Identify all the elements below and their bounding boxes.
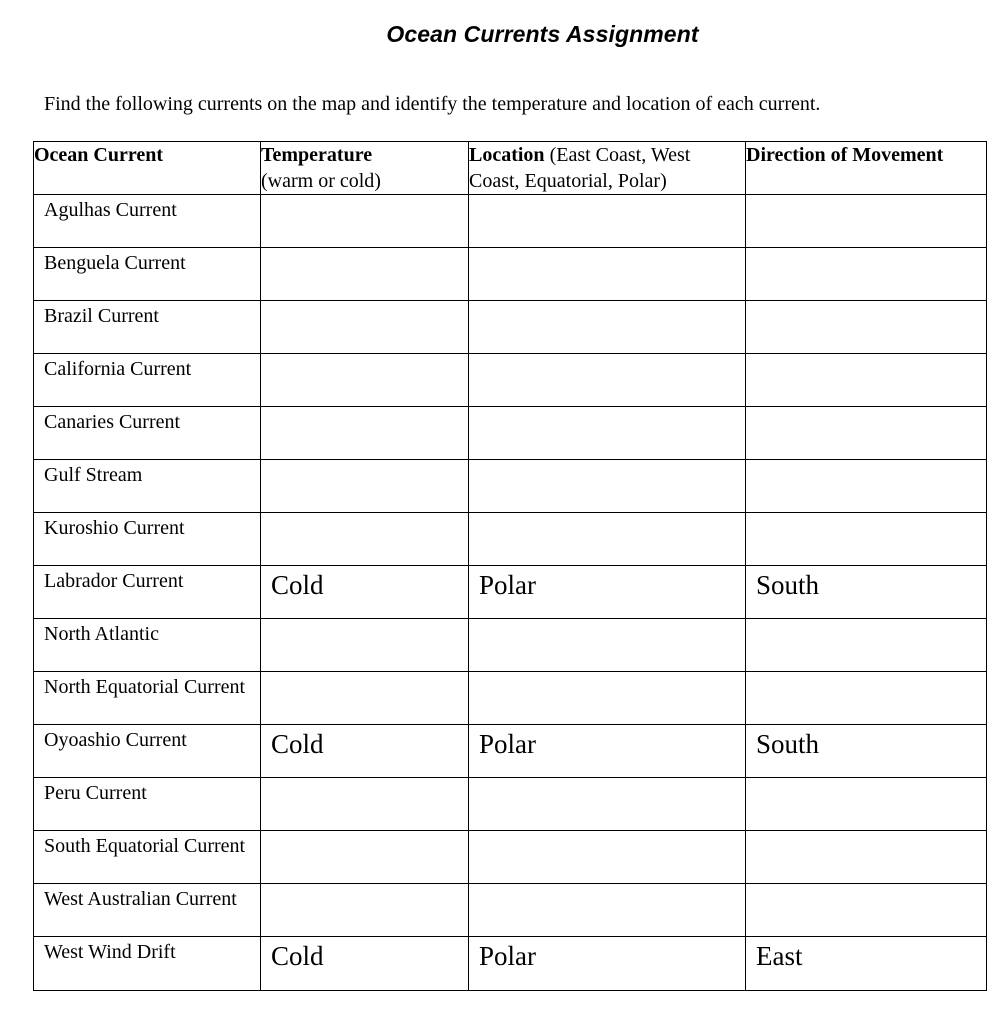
location-cell[interactable] <box>469 672 746 725</box>
table-row <box>34 619 987 672</box>
table-row <box>34 248 987 301</box>
location-text <box>469 672 745 675</box>
table-row <box>34 195 987 248</box>
direction-text <box>746 248 986 251</box>
direction-text <box>746 619 986 622</box>
location-text: Polar <box>479 729 536 759</box>
current-name-text: North Equatorial Current <box>44 676 246 698</box>
location-cell[interactable] <box>469 937 746 991</box>
table-row <box>34 460 987 513</box>
location-text <box>469 407 745 410</box>
table-row <box>34 725 987 778</box>
direction-text <box>746 407 986 410</box>
table-row <box>34 301 987 354</box>
direction-text <box>746 884 986 887</box>
current-name-text: Benguela Current <box>44 252 186 274</box>
temperature-cell[interactable] <box>261 884 469 937</box>
temperature-cell[interactable] <box>261 354 469 407</box>
location-text <box>469 354 745 357</box>
direction-text <box>746 354 986 357</box>
current-name-text: Gulf Stream <box>44 464 143 486</box>
current-name-text: California Current <box>44 358 192 380</box>
location-text <box>469 301 745 304</box>
current-name-cell <box>34 354 261 407</box>
table-row <box>34 407 987 460</box>
location-cell[interactable] <box>469 407 746 460</box>
location-cell[interactable] <box>469 460 746 513</box>
location-cell[interactable] <box>469 566 746 619</box>
location-cell[interactable] <box>469 725 746 778</box>
location-cell[interactable] <box>469 248 746 301</box>
header-temperature: Temperature (warm or cold) <box>261 142 469 195</box>
table-row <box>34 566 987 619</box>
temperature-text <box>261 354 468 357</box>
location-cell[interactable] <box>469 778 746 831</box>
temperature-cell[interactable] <box>261 407 469 460</box>
temperature-text <box>261 460 468 463</box>
location-text <box>469 831 745 834</box>
direction-text <box>746 831 986 834</box>
temperature-cell[interactable] <box>261 195 469 248</box>
direction-text <box>746 301 986 304</box>
temperature-cell[interactable] <box>261 725 469 778</box>
direction-cell[interactable] <box>746 354 987 407</box>
temperature-text <box>261 248 468 251</box>
current-name-cell <box>34 831 261 884</box>
temperature-text: Cold <box>271 570 324 600</box>
current-name-text: Agulhas Current <box>44 199 177 221</box>
current-name-text: South Equatorial Current <box>44 835 246 857</box>
header-ocean-current: Ocean Current <box>34 142 261 195</box>
current-name-cell <box>34 884 261 937</box>
direction-text <box>746 460 986 463</box>
temperature-text: Cold <box>271 941 324 971</box>
current-name-cell <box>34 619 261 672</box>
temperature-cell[interactable] <box>261 937 469 991</box>
location-cell[interactable] <box>469 831 746 884</box>
direction-text <box>746 672 986 675</box>
table-row <box>34 354 987 407</box>
table-body <box>34 195 987 991</box>
temperature-text <box>261 672 468 675</box>
location-text: Polar <box>479 941 536 971</box>
table-row <box>34 672 987 725</box>
current-name-cell <box>34 248 261 301</box>
current-name-text: Canaries Current <box>44 411 181 433</box>
table-header-row <box>34 142 987 195</box>
direction-cell[interactable] <box>746 725 987 778</box>
location-cell[interactable] <box>469 513 746 566</box>
table-row <box>34 937 987 991</box>
temperature-text <box>261 778 468 781</box>
table-row <box>34 778 987 831</box>
temperature-cell[interactable] <box>261 513 469 566</box>
temperature-text: Cold <box>271 729 324 759</box>
direction-text: South <box>756 570 820 600</box>
direction-cell[interactable] <box>746 566 987 619</box>
temperature-cell[interactable] <box>261 566 469 619</box>
location-text <box>469 248 745 251</box>
currents-table <box>33 141 987 991</box>
current-name-text: West Australian Current <box>44 888 237 910</box>
location-text <box>469 195 745 198</box>
current-name-text: Kuroshio Current <box>44 517 185 539</box>
direction-text <box>746 195 986 198</box>
direction-text <box>746 513 986 516</box>
location-cell[interactable] <box>469 619 746 672</box>
header-location: Location (East Coast, West Coast, Equatorial, Polar) <box>469 142 746 195</box>
table-row <box>34 831 987 884</box>
temperature-cell[interactable] <box>261 460 469 513</box>
direction-text: South <box>756 729 820 759</box>
location-text <box>469 778 745 781</box>
direction-cell[interactable] <box>746 884 987 937</box>
table-row <box>34 513 987 566</box>
direction-cell[interactable] <box>746 407 987 460</box>
temperature-cell[interactable] <box>261 831 469 884</box>
direction-cell[interactable] <box>746 195 987 248</box>
temperature-cell[interactable] <box>261 778 469 831</box>
direction-cell[interactable] <box>746 831 987 884</box>
current-name-text: North Atlantic <box>44 623 159 645</box>
current-name-cell <box>34 460 261 513</box>
temperature-text <box>261 831 468 834</box>
location-text <box>469 460 745 463</box>
current-name-cell <box>34 195 261 248</box>
location-text: Polar <box>479 570 536 600</box>
direction-cell[interactable] <box>746 937 987 991</box>
location-text <box>469 513 745 516</box>
location-cell[interactable] <box>469 354 746 407</box>
temperature-cell[interactable] <box>261 619 469 672</box>
current-name-cell <box>34 672 261 725</box>
temperature-text <box>261 513 468 516</box>
direction-text <box>746 778 986 781</box>
current-name-cell <box>34 513 261 566</box>
table-row <box>34 884 987 937</box>
temperature-text <box>261 195 468 198</box>
current-name-text: Brazil Current <box>44 305 159 327</box>
page-title: Ocean Currents Assignment <box>386 21 699 47</box>
location-cell[interactable] <box>469 301 746 354</box>
temperature-cell[interactable] <box>261 672 469 725</box>
current-name-text: Labrador Current <box>44 570 184 592</box>
current-name-cell <box>34 937 261 991</box>
location-cell[interactable] <box>469 195 746 248</box>
direction-cell[interactable] <box>746 778 987 831</box>
instructions-text: Find the following currents on the map and identify the temperature and location of each current. <box>44 93 821 115</box>
location-text <box>469 619 745 622</box>
direction-cell[interactable] <box>746 513 987 566</box>
current-name-cell <box>34 778 261 831</box>
temperature-cell[interactable] <box>261 248 469 301</box>
current-name-cell <box>34 566 261 619</box>
direction-cell[interactable] <box>746 619 987 672</box>
temperature-text <box>261 884 468 887</box>
header-direction: Direction of Movement <box>746 142 987 195</box>
current-name-text: West Wind Drift <box>44 941 176 963</box>
current-name-cell <box>34 301 261 354</box>
current-name-cell <box>34 407 261 460</box>
location-text <box>469 884 745 887</box>
direction-cell[interactable] <box>746 248 987 301</box>
current-name-text: Peru Current <box>44 782 147 804</box>
direction-cell[interactable] <box>746 301 987 354</box>
direction-cell[interactable] <box>746 672 987 725</box>
temperature-text <box>261 301 468 304</box>
temperature-cell[interactable] <box>261 301 469 354</box>
temperature-text <box>261 407 468 410</box>
current-name-text: Oyoashio Current <box>44 729 187 751</box>
direction-text: East <box>756 941 803 971</box>
current-name-cell <box>34 725 261 778</box>
direction-cell[interactable] <box>746 460 987 513</box>
location-cell[interactable] <box>469 884 746 937</box>
temperature-text <box>261 619 468 622</box>
